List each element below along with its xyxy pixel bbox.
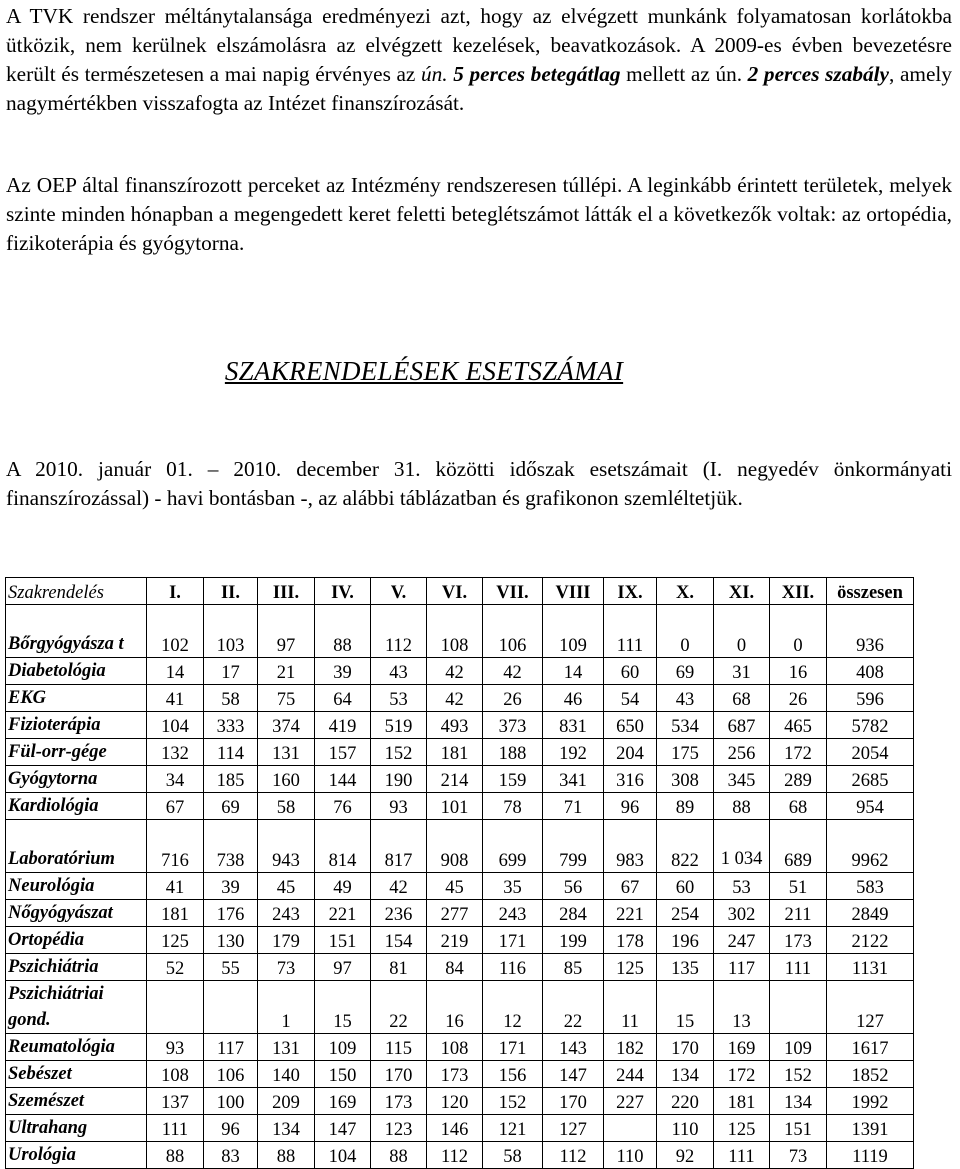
cell-value: 121 (483, 1114, 543, 1141)
cell-value: 169 (315, 1087, 371, 1114)
cell-value: 100 (204, 1087, 258, 1114)
cell-value: 188 (483, 738, 543, 765)
cell-value: 83 (204, 1141, 258, 1168)
cell-value: 493 (427, 711, 483, 738)
period-paragraph: A 2010. január 01. – 2010. december 31. közötti időszak esetszámait (I. negyedév önkormányati finanszírozással) - havi bontásban -, az alábbi táblázatban és grafikonon szemléltetjük. (6, 457, 952, 510)
cell-value: 135 (657, 953, 714, 980)
cell-value: 173 (770, 926, 827, 953)
cell-value: 151 (315, 926, 371, 953)
table-row (6, 711, 914, 738)
cell-value: 69 (657, 657, 714, 684)
cell-value: 16 (770, 657, 827, 684)
cell-value: 181 (147, 899, 204, 926)
intro-emphasis-5min: 5 perces betegátlag (453, 62, 621, 86)
cell-value: 176 (204, 899, 258, 926)
cell-value: 196 (657, 926, 714, 953)
cell-value: 45 (427, 872, 483, 899)
cell-value: 112 (543, 1141, 604, 1168)
cell-value: 17 (204, 657, 258, 684)
section-title-text: SZAKRENDELÉSEK ESETSZÁMAI (224, 356, 624, 386)
cell-value: 146 (427, 1114, 483, 1141)
cell-value: 181 (427, 738, 483, 765)
table-row (6, 872, 914, 899)
row-name: Sebészet (6, 1060, 147, 1087)
cell-value: 127 (543, 1114, 604, 1141)
table-row (6, 1114, 914, 1141)
cell-value: 125 (604, 953, 657, 980)
cell-value: 111 (770, 953, 827, 980)
cell-value: 465 (770, 711, 827, 738)
cell-value: 170 (371, 1060, 427, 1087)
row-name: Fül-orr-gége (6, 738, 147, 765)
cell-value: 26 (483, 684, 543, 711)
row-total: 596 (827, 684, 914, 711)
header-month: XI. (714, 578, 770, 605)
cell-value: 147 (315, 1114, 371, 1141)
cell-value: 190 (371, 765, 427, 792)
cell-value: 92 (657, 1141, 714, 1168)
cell-value: 41 (147, 684, 204, 711)
cell-value: 67 (604, 872, 657, 899)
cell-value: 41 (147, 872, 204, 899)
cell-value: 345 (714, 765, 770, 792)
cell-value: 26 (770, 684, 827, 711)
cell-value: 185 (204, 765, 258, 792)
cell-value: 42 (427, 684, 483, 711)
cell-value: 822 (657, 819, 714, 872)
cell-value: 519 (371, 711, 427, 738)
cell-value: 81 (371, 953, 427, 980)
cell-value: 53 (714, 872, 770, 899)
row-total: 1992 (827, 1087, 914, 1114)
cell-value: 108 (427, 604, 483, 657)
table-row (6, 980, 914, 1033)
cell-value: 178 (604, 926, 657, 953)
cell-value: 125 (714, 1114, 770, 1141)
cell-value: 284 (543, 899, 604, 926)
cell-value: 104 (147, 711, 204, 738)
intro-paragraph (6, 2, 958, 118)
cell-value: 254 (657, 899, 714, 926)
cell-value: 211 (770, 899, 827, 926)
row-name: Reumatológia (6, 1033, 147, 1060)
row-name: Nőgyógyászat (6, 899, 147, 926)
cell-value: 93 (147, 1033, 204, 1060)
row-name: Laboratórium (6, 819, 147, 872)
cell-value: 111 (604, 604, 657, 657)
table-header-row (6, 578, 914, 605)
cell-value: 39 (204, 872, 258, 899)
cell-value: 49 (315, 872, 371, 899)
cell-value: 244 (604, 1060, 657, 1087)
cell-value: 302 (714, 899, 770, 926)
row-name: Ultrahang (6, 1114, 147, 1141)
cell-value: 112 (371, 604, 427, 657)
cell-value: 45 (258, 872, 315, 899)
cell-value: 151 (770, 1114, 827, 1141)
header-month: XII. (770, 578, 827, 605)
cell-value: 35 (483, 872, 543, 899)
cell-value: 52 (147, 953, 204, 980)
cell-value: 131 (258, 738, 315, 765)
cell-value: 15 (315, 980, 371, 1033)
row-name: Kardiológia (6, 792, 147, 819)
row-total: 936 (827, 604, 914, 657)
cell-value: 140 (258, 1060, 315, 1087)
cell-value: 650 (604, 711, 657, 738)
cell-value: 31 (714, 657, 770, 684)
header-osszesen: összesen (827, 578, 914, 605)
table-row (6, 899, 914, 926)
cell-value: 316 (604, 765, 657, 792)
cell-value: 68 (770, 792, 827, 819)
cases-table (5, 577, 914, 1169)
cell-value: 120 (427, 1087, 483, 1114)
cell-value: 60 (604, 657, 657, 684)
cell-value: 134 (657, 1060, 714, 1087)
row-name: Pszichiátriai gond. (6, 980, 147, 1033)
intro-emphasis-2min: 2 perces szabály (747, 62, 890, 86)
cell-value: 227 (604, 1087, 657, 1114)
cell-value: 220 (657, 1087, 714, 1114)
cell-value: 42 (427, 657, 483, 684)
cell-value: 170 (543, 1087, 604, 1114)
header-szakrendeles: Szakrendelés (6, 578, 147, 605)
cell-value: 134 (258, 1114, 315, 1141)
cell-value: 159 (483, 765, 543, 792)
intro-abbrev: ún. (421, 62, 448, 86)
table-row (6, 953, 914, 980)
oep-paragraph: Az OEP által finanszírozott perceket az Intézmény rendszeresen túllépi. A leginkább érintett területek, melyek szinte minden hónapban a megengedett keret feletti beteglétszámot látták el a következők voltak: az ortopédia, fizikoterápia és gyógytorna. (6, 173, 952, 255)
cell-value: 289 (770, 765, 827, 792)
cell-value: 160 (258, 765, 315, 792)
cell-value: 43 (657, 684, 714, 711)
cell-value: 179 (258, 926, 315, 953)
cell-value: 22 (371, 980, 427, 1033)
row-name: Gyógytorna (6, 765, 147, 792)
intro-text: A TVK rendszer méltánytalansága eredményezi azt, hogy az elvégzett munkánk folyamatosan korlátokba ütközik, nem kerülnek elszámolásra az elvégzett kezelések, beavatkozások. A 2009-es évben bevezetésre került és természetesen a mai napig érvényes az (6, 4, 958, 86)
header-month: V. (371, 578, 427, 605)
cell-value: 85 (543, 953, 604, 980)
cell-value: 97 (258, 604, 315, 657)
cell-value: 108 (147, 1060, 204, 1087)
cell-value (204, 980, 258, 1033)
cell-value: 143 (543, 1033, 604, 1060)
cell-value: 243 (258, 899, 315, 926)
cell-value: 55 (204, 953, 258, 980)
cell-value: 75 (258, 684, 315, 711)
cell-value: 117 (204, 1033, 258, 1060)
cell-value: 101 (427, 792, 483, 819)
cell-value: 243 (483, 899, 543, 926)
header-month: VI. (427, 578, 483, 605)
cell-value: 39 (315, 657, 371, 684)
cell-value: 110 (604, 1141, 657, 1168)
cell-value: 58 (483, 1141, 543, 1168)
row-total: 9962 (827, 819, 914, 872)
cell-value: 111 (714, 1141, 770, 1168)
cell-value: 64 (315, 684, 371, 711)
intro-text-end: , amely nagymértékben visszafogta az Intézet finanszírozását. (6, 62, 958, 115)
cell-value: 51 (770, 872, 827, 899)
cell-value: 12 (483, 980, 543, 1033)
cell-value: 341 (543, 765, 604, 792)
header-month: IV. (315, 578, 371, 605)
row-total: 2054 (827, 738, 914, 765)
cell-value: 182 (604, 1033, 657, 1060)
cell-value: 172 (770, 738, 827, 765)
header-month: II. (204, 578, 258, 605)
cell-value: 908 (427, 819, 483, 872)
cell-value: 204 (604, 738, 657, 765)
row-total: 1852 (827, 1060, 914, 1087)
cell-value: 247 (714, 926, 770, 953)
cell-value: 93 (371, 792, 427, 819)
header-month: III. (258, 578, 315, 605)
cell-value: 181 (714, 1087, 770, 1114)
intro-text-mid: mellett az ún. (620, 62, 748, 86)
cell-value: 131 (258, 1033, 315, 1060)
row-name: Pszichiátria (6, 953, 147, 980)
cell-value: 1 034 (714, 819, 770, 872)
cell-value: 42 (371, 872, 427, 899)
cell-value: 34 (147, 765, 204, 792)
cell-value: 103 (204, 604, 258, 657)
cell-value: 60 (657, 872, 714, 899)
cell-value: 419 (315, 711, 371, 738)
row-name: Neurológia (6, 872, 147, 899)
cell-value: 171 (483, 926, 543, 953)
cell-value: 115 (371, 1033, 427, 1060)
cell-value: 171 (483, 1033, 543, 1060)
cell-value: 983 (604, 819, 657, 872)
row-name: Bőrgyógyásza t (6, 604, 147, 657)
cell-value: 88 (371, 1141, 427, 1168)
cell-value: 104 (315, 1141, 371, 1168)
table-row (6, 926, 914, 953)
cell-value: 175 (657, 738, 714, 765)
cell-value: 11 (604, 980, 657, 1033)
cell-value: 831 (543, 711, 604, 738)
cell-value: 0 (657, 604, 714, 657)
cell-value: 150 (315, 1060, 371, 1087)
row-total: 1119 (827, 1141, 914, 1168)
row-total: 1391 (827, 1114, 914, 1141)
row-name: Fizioterápia (6, 711, 147, 738)
cell-value: 156 (483, 1060, 543, 1087)
cell-value: 152 (371, 738, 427, 765)
cell-value: 73 (258, 953, 315, 980)
header-month: VII. (483, 578, 543, 605)
cell-value: 54 (604, 684, 657, 711)
cell-value: 21 (258, 657, 315, 684)
cell-value: 134 (770, 1087, 827, 1114)
cell-value: 88 (714, 792, 770, 819)
cell-value: 109 (770, 1033, 827, 1060)
cell-value: 219 (427, 926, 483, 953)
table-row (6, 819, 914, 872)
cell-value: 144 (315, 765, 371, 792)
cell-value: 14 (543, 657, 604, 684)
cell-value: 333 (204, 711, 258, 738)
row-name: EKG (6, 684, 147, 711)
cell-value: 192 (543, 738, 604, 765)
cell-value: 209 (258, 1087, 315, 1114)
cell-value: 199 (543, 926, 604, 953)
cell-value: 109 (543, 604, 604, 657)
cell-value: 89 (657, 792, 714, 819)
cell-value: 67 (147, 792, 204, 819)
cell-value: 96 (604, 792, 657, 819)
cell-value: 71 (543, 792, 604, 819)
row-total: 2849 (827, 899, 914, 926)
cell-value: 130 (204, 926, 258, 953)
row-total: 1617 (827, 1033, 914, 1060)
cell-value: 534 (657, 711, 714, 738)
cell-value: 73 (770, 1141, 827, 1168)
cell-value: 373 (483, 711, 543, 738)
cell-value: 96 (204, 1114, 258, 1141)
cell-value: 97 (315, 953, 371, 980)
cell-value: 221 (604, 899, 657, 926)
cell-value (770, 980, 827, 1033)
cell-value: 154 (371, 926, 427, 953)
cell-value: 22 (543, 980, 604, 1033)
table-row (6, 792, 914, 819)
cell-value: 152 (770, 1060, 827, 1087)
cell-value: 43 (371, 657, 427, 684)
cell-value: 0 (770, 604, 827, 657)
cell-value: 14 (147, 657, 204, 684)
cell-value: 88 (147, 1141, 204, 1168)
cell-value: 46 (543, 684, 604, 711)
cell-value: 157 (315, 738, 371, 765)
cell-value: 132 (147, 738, 204, 765)
row-total: 2122 (827, 926, 914, 953)
cell-value: 277 (427, 899, 483, 926)
cell-value: 1 (258, 980, 315, 1033)
row-name: Ortopédia (6, 926, 147, 953)
cell-value: 169 (714, 1033, 770, 1060)
table-row (6, 684, 914, 711)
row-name: Diabetológia (6, 657, 147, 684)
cell-value: 716 (147, 819, 204, 872)
cell-value (147, 980, 204, 1033)
cell-value: 308 (657, 765, 714, 792)
row-name: Urológia (6, 1141, 147, 1168)
row-name: Szemészet (6, 1087, 147, 1114)
cell-value: 108 (427, 1033, 483, 1060)
header-month: IX. (604, 578, 657, 605)
cell-value: 53 (371, 684, 427, 711)
cell-value: 137 (147, 1087, 204, 1114)
cell-value: 738 (204, 819, 258, 872)
cell-value: 106 (204, 1060, 258, 1087)
cell-value: 106 (483, 604, 543, 657)
header-month: I. (147, 578, 204, 605)
cell-value: 68 (714, 684, 770, 711)
cell-value: 84 (427, 953, 483, 980)
table-row (6, 1087, 914, 1114)
cell-value: 56 (543, 872, 604, 899)
cell-value: 69 (204, 792, 258, 819)
cell-value: 256 (714, 738, 770, 765)
row-total: 1131 (827, 953, 914, 980)
cell-value: 214 (427, 765, 483, 792)
cell-value: 123 (371, 1114, 427, 1141)
cell-value: 112 (427, 1141, 483, 1168)
cell-value: 88 (315, 604, 371, 657)
cell-value: 15 (657, 980, 714, 1033)
row-total: 954 (827, 792, 914, 819)
table-body (6, 604, 914, 1168)
cell-value: 699 (483, 819, 543, 872)
row-total: 127 (827, 980, 914, 1033)
cell-value: 0 (714, 604, 770, 657)
cell-value: 78 (483, 792, 543, 819)
cell-value: 109 (315, 1033, 371, 1060)
cell-value: 76 (315, 792, 371, 819)
cell-value: 173 (427, 1060, 483, 1087)
cell-value: 114 (204, 738, 258, 765)
cell-value: 147 (543, 1060, 604, 1087)
cell-value: 814 (315, 819, 371, 872)
cell-value: 110 (657, 1114, 714, 1141)
table-row (6, 1060, 914, 1087)
cell-value: 943 (258, 819, 315, 872)
cell-value: 374 (258, 711, 315, 738)
cell-value: 117 (714, 953, 770, 980)
table-row (6, 1033, 914, 1060)
cell-value: 687 (714, 711, 770, 738)
cell-value: 173 (371, 1087, 427, 1114)
cell-value: 125 (147, 926, 204, 953)
cell-value: 58 (258, 792, 315, 819)
cell-value: 221 (315, 899, 371, 926)
cell-value (604, 1114, 657, 1141)
cell-value: 111 (147, 1114, 204, 1141)
header-month: VIII (543, 578, 604, 605)
cell-value: 236 (371, 899, 427, 926)
cell-value: 16 (427, 980, 483, 1033)
section-title (0, 356, 848, 387)
table-row (6, 738, 914, 765)
row-total: 5782 (827, 711, 914, 738)
cell-value: 42 (483, 657, 543, 684)
row-total: 583 (827, 872, 914, 899)
cell-value: 152 (483, 1087, 543, 1114)
table-row (6, 604, 914, 657)
cell-value: 102 (147, 604, 204, 657)
cell-value: 116 (483, 953, 543, 980)
cell-value: 13 (714, 980, 770, 1033)
table-row (6, 657, 914, 684)
cell-value: 58 (204, 684, 258, 711)
row-total: 408 (827, 657, 914, 684)
cell-value: 172 (714, 1060, 770, 1087)
cell-value: 817 (371, 819, 427, 872)
row-total: 2685 (827, 765, 914, 792)
header-month: X. (657, 578, 714, 605)
cell-value: 689 (770, 819, 827, 872)
cell-value: 88 (258, 1141, 315, 1168)
table-row (6, 765, 914, 792)
cell-value: 799 (543, 819, 604, 872)
cell-value: 170 (657, 1033, 714, 1060)
